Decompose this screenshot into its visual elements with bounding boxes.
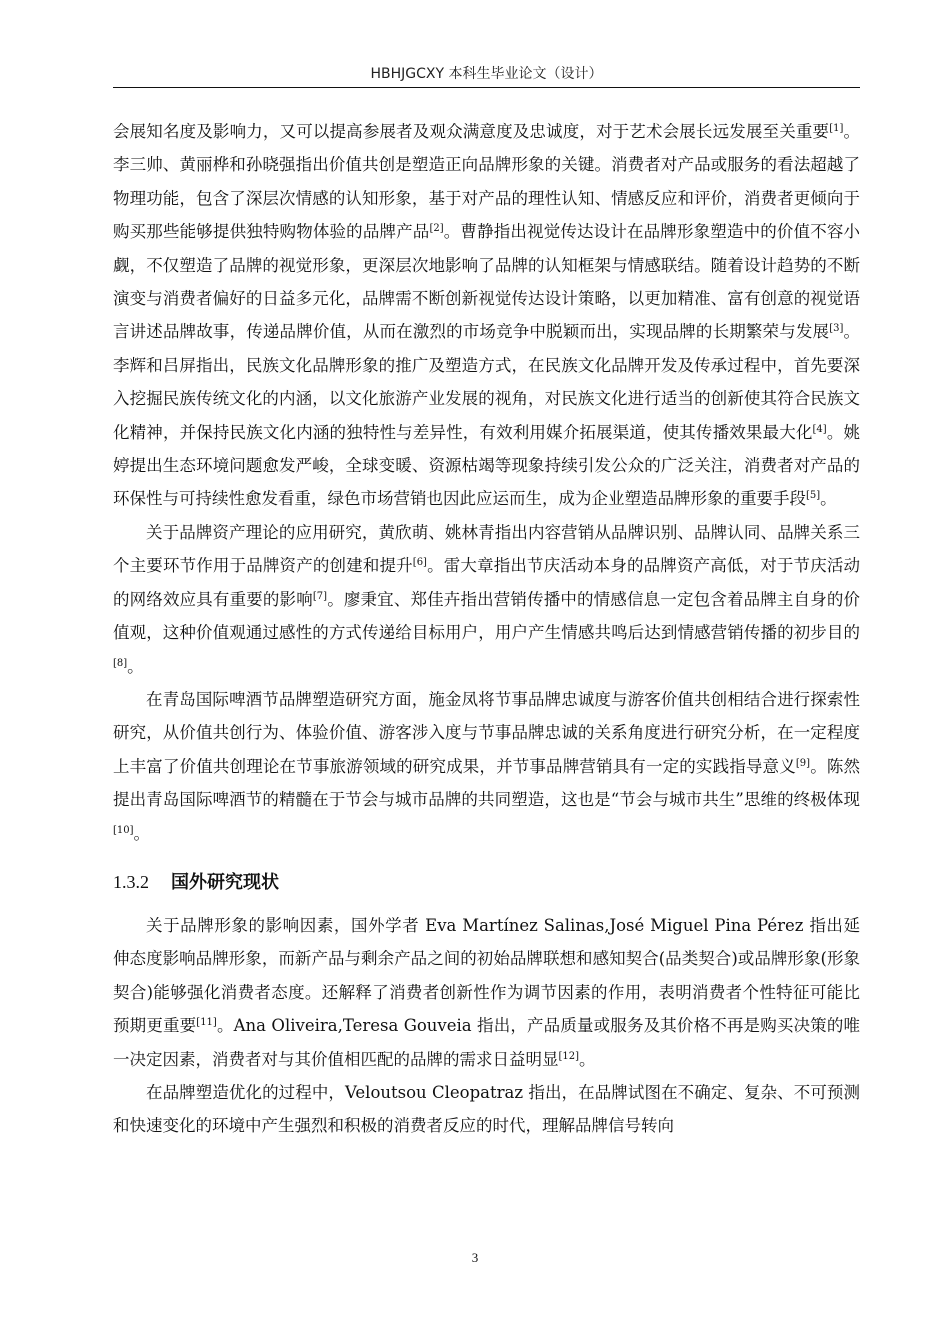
body-paragraphs-bottom: [113, 909, 860, 1143]
citation-ref: [10]: [113, 824, 134, 836]
page-header: [113, 64, 860, 84]
paragraph-text: 会展知名度及影响力，又可以提高参展者及观众满意度及忠诚度，对于艺术会展长远发展至关重要: [113, 122, 830, 141]
citation-ref: [7]: [312, 590, 328, 602]
paragraph-text: 在品牌塑造优化的过程中，Veloutsou Cleopatraz 指出，在品牌试图在不确定、复杂、不可预测和快速变化的环境中产生强烈和积极的消费者反应的时代，理解品牌信号转向: [113, 1082, 860, 1136]
paragraph-text: 。曹静指出视觉传达设计在品牌形象塑造中的价值不容小觑，不仅塑造了品牌的视觉形象，更深层次地影响了品牌的认知框架与情感联结。随着设计趋势的不断演变与消费者偏好的日益多元化，品牌需不断创新视觉传达设计策略，以更加精准、富有创意的视觉语言讲述品牌故事，传递品牌价值，从而在激烈的市场竞争中脱颖而出，实现品牌的长期繁荣与发展: [113, 222, 861, 342]
page-number: 3: [471, 1250, 479, 1265]
page-body: [113, 115, 860, 1143]
citation-ref: [8]: [113, 657, 128, 669]
paragraph-text: 。Ana Oliveira,Teresa Gouveia 指出，产品质量或服务及其价格不再是购买决策的唯一决定因素，消费者对与其价值相匹配的品牌的需求日益明显: [113, 1016, 861, 1069]
citation-ref: [2]: [429, 223, 444, 235]
citation-ref: [12]: [558, 1050, 580, 1062]
header-title: HBHJGCXY 本科生毕业论文（设计）: [370, 66, 603, 82]
paragraph-text: 。: [127, 656, 144, 676]
section-number: 1.3.2: [113, 871, 149, 892]
citation-ref: [5]: [806, 490, 821, 502]
paragraph-text: 。陈然提出青岛国际啤酒节的精髓在于节会与城市品牌的共同塑造，这也是“节会与城市共生”思维的终极体现: [113, 756, 861, 810]
citation-ref: [3]: [829, 323, 844, 335]
paragraph-text: 关于品牌形象的影响因素，国外学者 Eva Martínez Salinas,José Miguel Pina Pérez 指出延伸态度影响品牌形象，而新产品与剩余产品之间的初始品牌联想和感知契合(品类契合)或品牌形象(形象契合)能够强化消费者态度。还解释了消费者创新性作为调节因素的作用，表明消费者个性特征可能比预期更重要: [113, 915, 860, 1036]
section-title: 国外研究现状: [171, 871, 279, 893]
paragraph-text: 关于品牌资产理论的应用研究，黄欣萌、姚林青指出内容营销从品牌识别、品牌认同、品牌关系三个主要环节作用于品牌资产的创建和提升: [113, 522, 860, 576]
citation-ref: [6]: [412, 557, 427, 569]
citation-ref: [11]: [196, 1017, 217, 1029]
paragraph-text: 。姚婷提出生态环境问题愈发严峻，全球变暖、资源枯竭等现象持续引发公众的广泛关注，消费者对产品的环保性与可持续性愈发看重，绿色市场营销也因此应运而生，成为企业塑造品牌形象的重要手段: [113, 422, 861, 509]
section-heading: [113, 862, 860, 903]
citation-ref: [4]: [812, 423, 827, 435]
paragraph-text: 。: [820, 489, 837, 509]
paragraph-text: 。: [579, 1049, 596, 1069]
body-paragraph: [113, 516, 860, 683]
paragraph-text: 。李三帅、黄丽桦和孙晓强指出价值共创是塑造正向品牌形象的关键。消费者对产品或服务的看法超越了物理功能，包含了深层次情感的认知形象，基于对产品的理性认知、情感反应和评价，消费者更倾向于购买那些能够提供独特购物体验的品牌产品: [113, 122, 861, 242]
paragraph-text: 。: [133, 823, 151, 843]
body-paragraph: [113, 1076, 860, 1143]
citation-ref: [9]: [795, 757, 811, 769]
paragraph-text: 。廖秉宜、郑佳卉指出营销传播中的情感信息一定包含着品牌主自身的价值观，这种价值观通过感性的方式传递给目标用户，用户产生情感共鸣后达到情感营销传播的初步目的: [113, 589, 861, 643]
paragraph-text: 。雷大章指出节庆活动本身的品牌资产高低，对于节庆活动的网络效应具有重要的影响: [113, 556, 861, 609]
paragraph-text: 。李辉和吕屏指出，民族文化品牌形象的推广及塑造方式，在民族文化品牌开发及传承过程中，首先要深入挖掘民族传统文化的内涵，以文化旅游产业发展的视角，对民族文化进行适当的创新使其符合民族文化精神，并保持民族文化内涵的独特性与差异性，有效利用媒介拓展渠道，使其传播效果最大化: [113, 322, 861, 442]
body-paragraph: [113, 683, 860, 850]
body-paragraph: [113, 115, 860, 516]
body-paragraph: [113, 909, 860, 1076]
body-paragraphs-top: [113, 115, 860, 850]
paragraph-text: 在青岛国际啤酒节品牌塑造研究方面，施金凤将节事品牌忠诚度与游客价值共创相结合进行探索性研究，从价值共创行为、体验价值、游客涉入度与节事品牌忠诚的关系角度进行研究分析，在一定程度上丰富了价值共创理论在节事旅游领域的研究成果，并节事品牌营销具有一定的实践指导意义: [113, 689, 860, 776]
header-rule: [113, 87, 860, 88]
citation-ref: [1]: [829, 123, 844, 134]
